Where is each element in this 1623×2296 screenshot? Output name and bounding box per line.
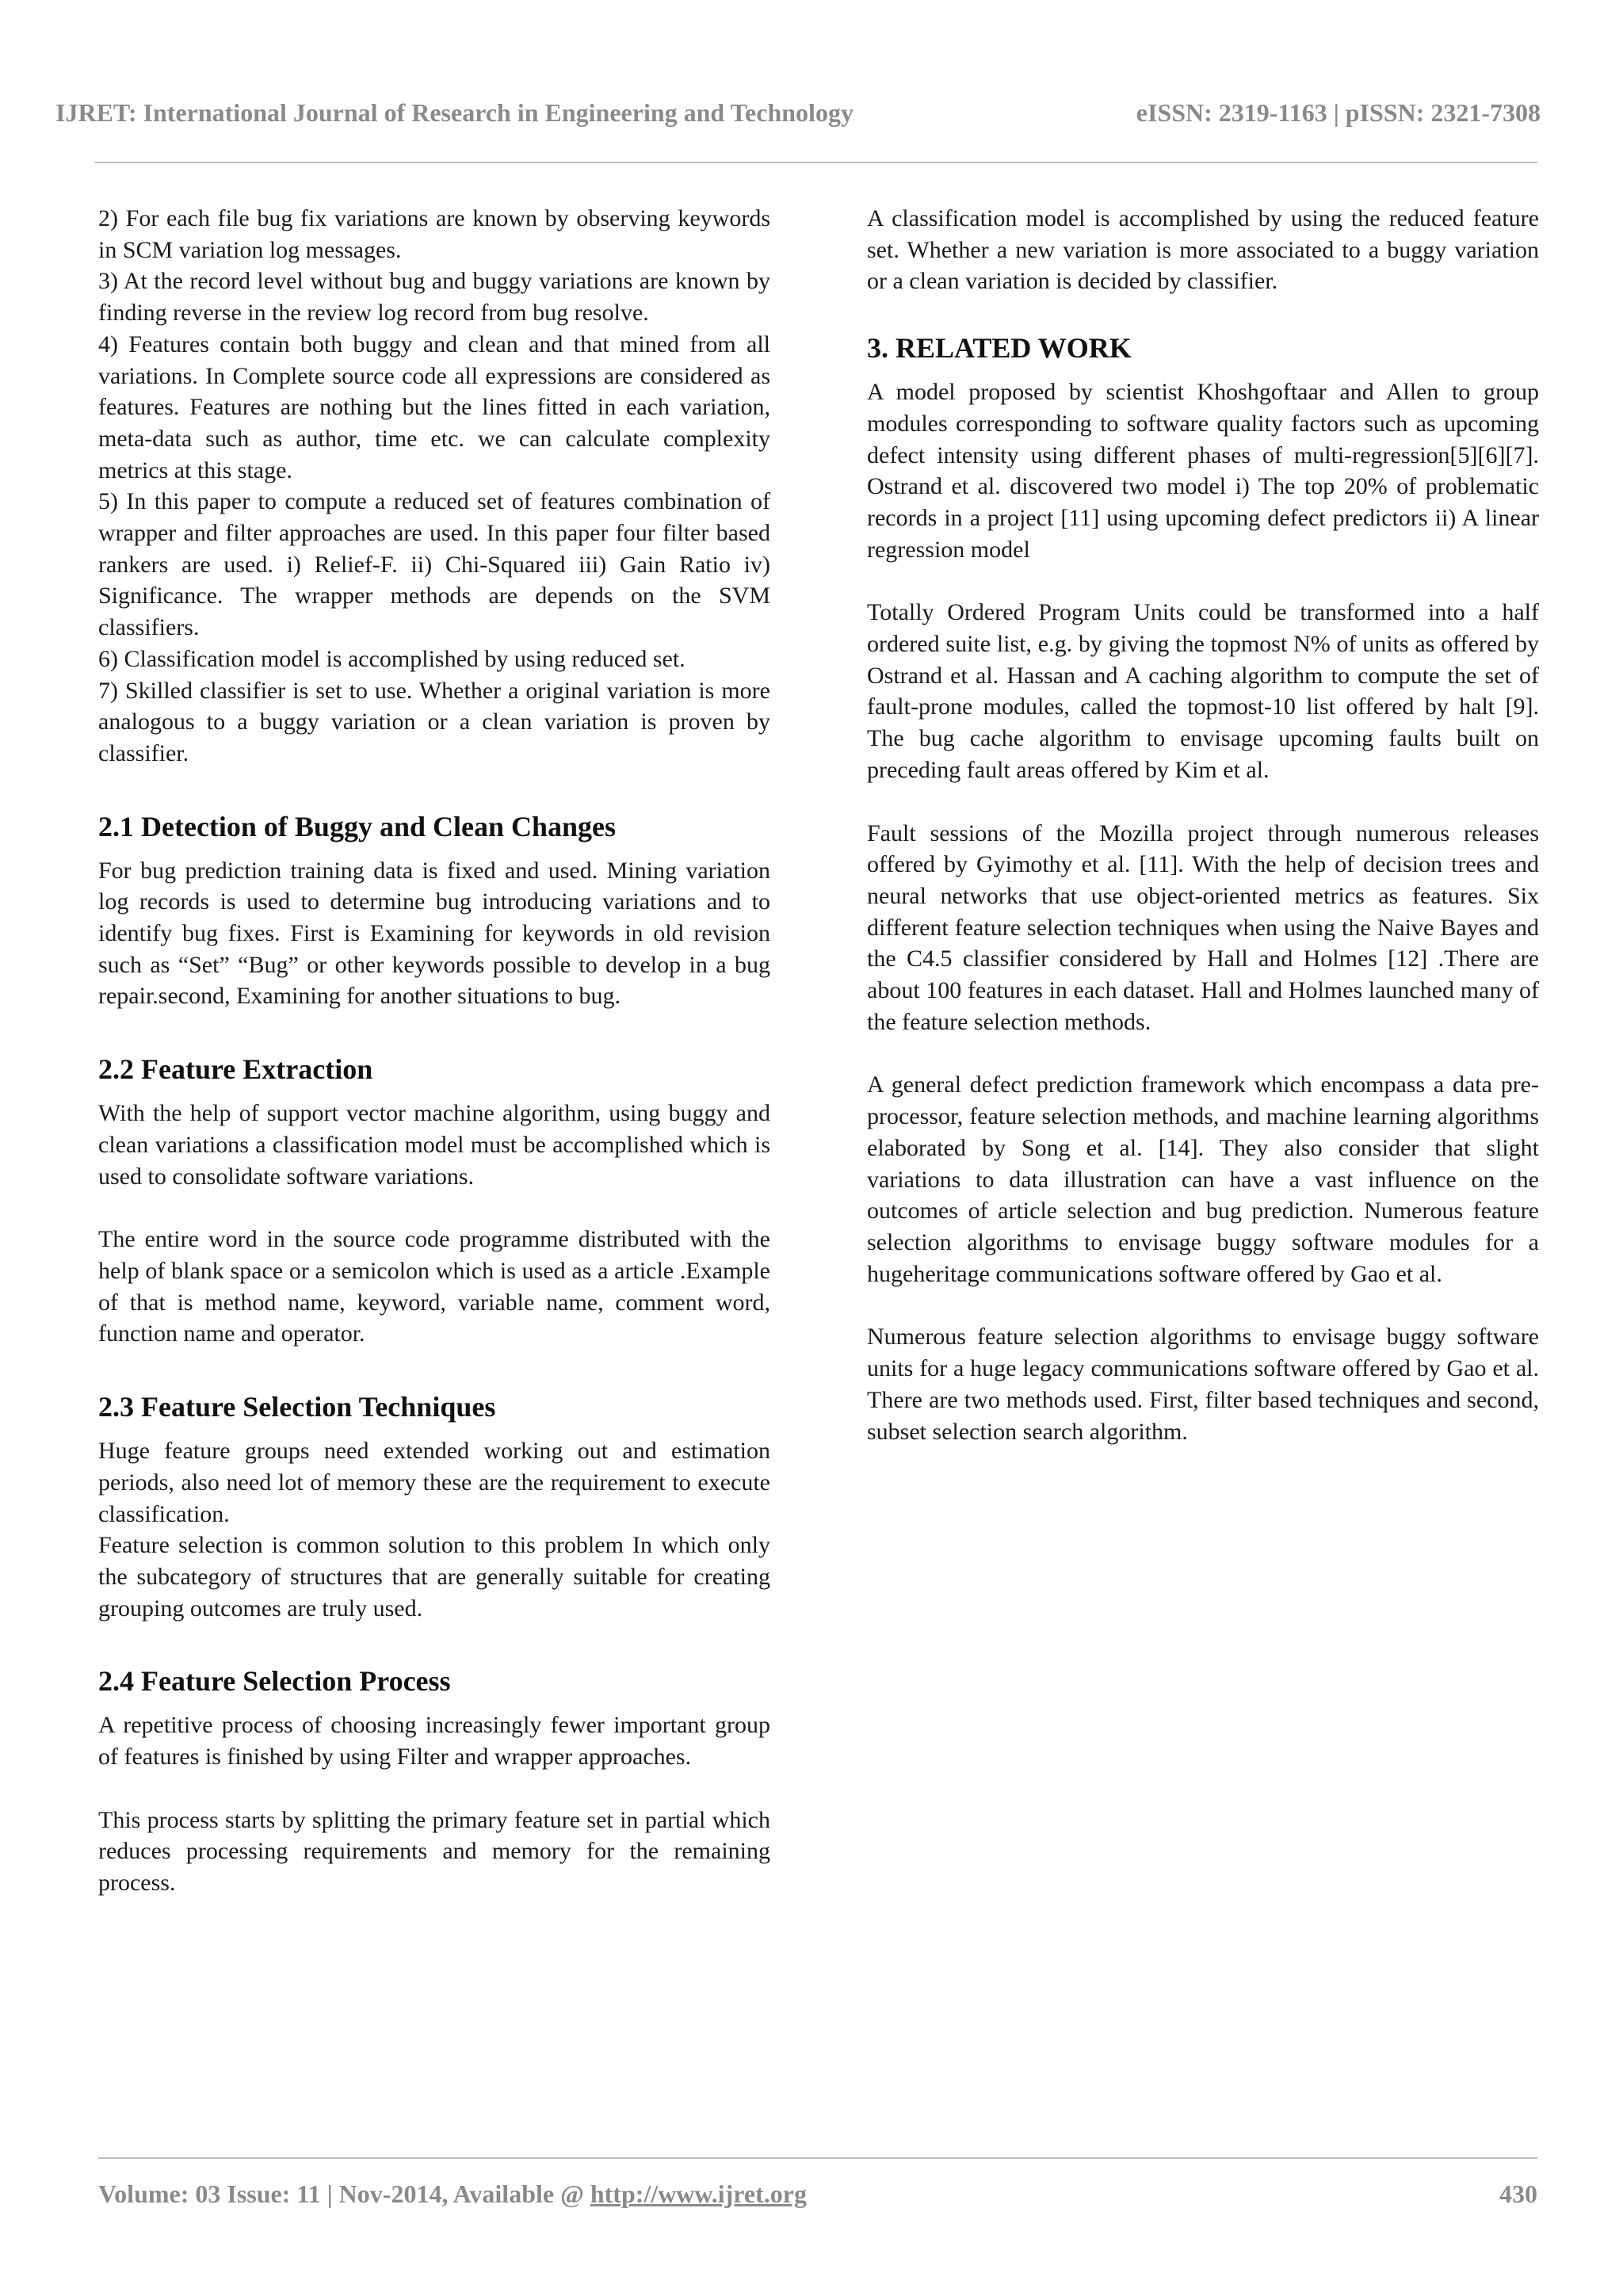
- section-2-3-paragraph-1: Huge feature groups need extended working out and estimation periods, also need lot of memory these are the requirement to execute classification.: [98, 1438, 770, 1527]
- section-2-2-paragraph-2: The entire word in the source code programme distributed with the help of blank space or a semicolon which is used as a article .Example of that is method name, keyword, variable name, comment word, function name and operator.: [98, 1226, 770, 1347]
- section-2-3-heading: 2.3 Feature Selection Techniques: [98, 1391, 496, 1423]
- volume-info: [98, 2179, 807, 2209]
- related-work-paragraph-5: Numerous feature selection algorithms to envisage buggy software units for a huge legacy communications software offered by Gao et al. There are two methods used. First, filter based techniques and second, subset selection search algorithm.: [867, 1324, 1539, 1445]
- related-work-paragraph-1: A model proposed by scientist Khoshgoftaar and Allen to group modules corresponding to software quality factors such as upcoming defect intensity using different phases of multi-regression[5][6][7]. Ostrand et al. discovered two model i) The top 20% of problematic records in a project [11] using upcoming defect predictors ii) A linear regression model: [867, 379, 1539, 563]
- page-number: 430: [1499, 2179, 1537, 2208]
- issn: eISSN: 2319-1163 | pISSN: 2321-7308: [1136, 98, 1541, 127]
- footer-divider: [98, 2157, 1537, 2159]
- volume-text: Volume: 03 Issue: 11 | Nov-2014, Available @: [98, 2179, 590, 2208]
- list-item-7: 7) Skilled classifier is set to use. Whether a original variation is more analogous to a buggy variation or a clean variation is proven by classifier.: [98, 677, 770, 766]
- list-item-6: 6) Classification model is accomplished by using reduced set.: [98, 645, 685, 672]
- section-2-3-paragraph-2: Feature selection is common solution to this problem In which only the subcategory of structures that are generally suitable for creating grouping outcomes are truly used.: [98, 1532, 770, 1622]
- journal-title: IJRET: International Journal of Research in Engineering and Technology: [55, 98, 854, 127]
- right-column: [867, 203, 1539, 1447]
- left-column: [98, 203, 770, 1899]
- related-work-paragraph-3: Fault sessions of the Mozilla project through numerous releases offered by Gyimothy et al. [11]. With the help of decision trees and neural networks that use object-oriented metrics as features. Six different feature selection techniques when using the Naive Bayes and the C4.5 classifier considered by Hall and Holmes [12] .There are about 100 features in each dataset. Hall and Holmes launched many of the feature selection methods.: [867, 819, 1539, 1035]
- section-2-4-paragraph-2: This process starts by splitting the primary feature set in partial which reduces processing requirements and memory for the remaining process.: [98, 1806, 770, 1897]
- header-divider: [95, 162, 1537, 163]
- related-work-paragraph-2: Totally Ordered Program Units could be transformed into a half ordered suite list, e.g. by giving the topmost N% of units as offered by Ostrand et al. Hassan and A caching algorithm to compute the set of fault-prone modules, called the topmost-10 list offered by halt [9]. The bug cache algorithm to envisage upcoming faults built on preceding fault areas offered by Kim et al.: [867, 599, 1539, 783]
- running-header: [55, 98, 1541, 128]
- section-2-4-heading: 2.4 Feature Selection Process: [98, 1665, 451, 1698]
- section-3-heading: 3. RELATED WORK: [867, 332, 1132, 365]
- section-2-2-heading: 2.2 Feature Extraction: [98, 1053, 373, 1086]
- section-2-1-paragraph: For bug prediction training data is fixed and used. Mining variation log records is used to determine bug introducing variations and to identify bug fixes. First is Examining for keywords in old revision such as “Set” “Bug” or other keywords possible to develop in a bug repair.second, Examining for another situations to bug.: [98, 857, 770, 1010]
- list-item-3: 3) At the record level without bug and buggy variations are known by finding reverse in the review log record from bug resolve.: [98, 268, 770, 327]
- list-item-5: 5) In this paper to compute a reduced set of features combination of wrapper and filter approaches are used. In this paper four filter based rankers are used. i) Relief-F. ii) Chi-Squared iii) Gain Ratio iv) Significance. The wrapper methods are depends on the SVM classifiers.: [98, 488, 770, 641]
- section-2-2-paragraph-1: With the help of support vector machine algorithm, using buggy and clean variations a classification model must be accomplished which is used to consolidate software variations.: [98, 1100, 770, 1190]
- list-item-4: 4) Features contain both buggy and clean and that mined from all variations. In Complete source code all expressions are considered as features. Features are nothing but the lines fitted in each variation, meta-data such as author, time etc. we can calculate complexity metrics at this stage.: [98, 330, 770, 483]
- intro-paragraph: A classification model is accomplished by using the reduced feature set. Whether a new variation is more associated to a buggy variation or a clean variation is decided by classifier.: [867, 205, 1539, 295]
- related-work-paragraph-4: A general defect prediction framework which encompass a data pre-processor, feature selection methods, and machine learning algorithms elaborated by Song et al. [14]. They also consider that slight variations to data illustration can have a vast influence on the outcomes of article selection and bug prediction. Numerous feature selection algorithms to envisage buggy software modules for a hugeheritage communications software offered by Gao et al.: [867, 1072, 1539, 1287]
- journal-link[interactable]: http://www.ijret.org: [590, 2179, 807, 2208]
- section-2-4-paragraph-1: A repetitive process of choosing increasingly fewer important group of features is finished by using Filter and wrapper approaches.: [98, 1712, 770, 1771]
- running-footer: [98, 2179, 1537, 2209]
- section-2-1-heading: 2.1 Detection of Buggy and Clean Changes: [98, 810, 617, 842]
- list-item-2: 2) For each file bug fix variations are known by observing keywords in SCM variation log messages.: [98, 205, 770, 263]
